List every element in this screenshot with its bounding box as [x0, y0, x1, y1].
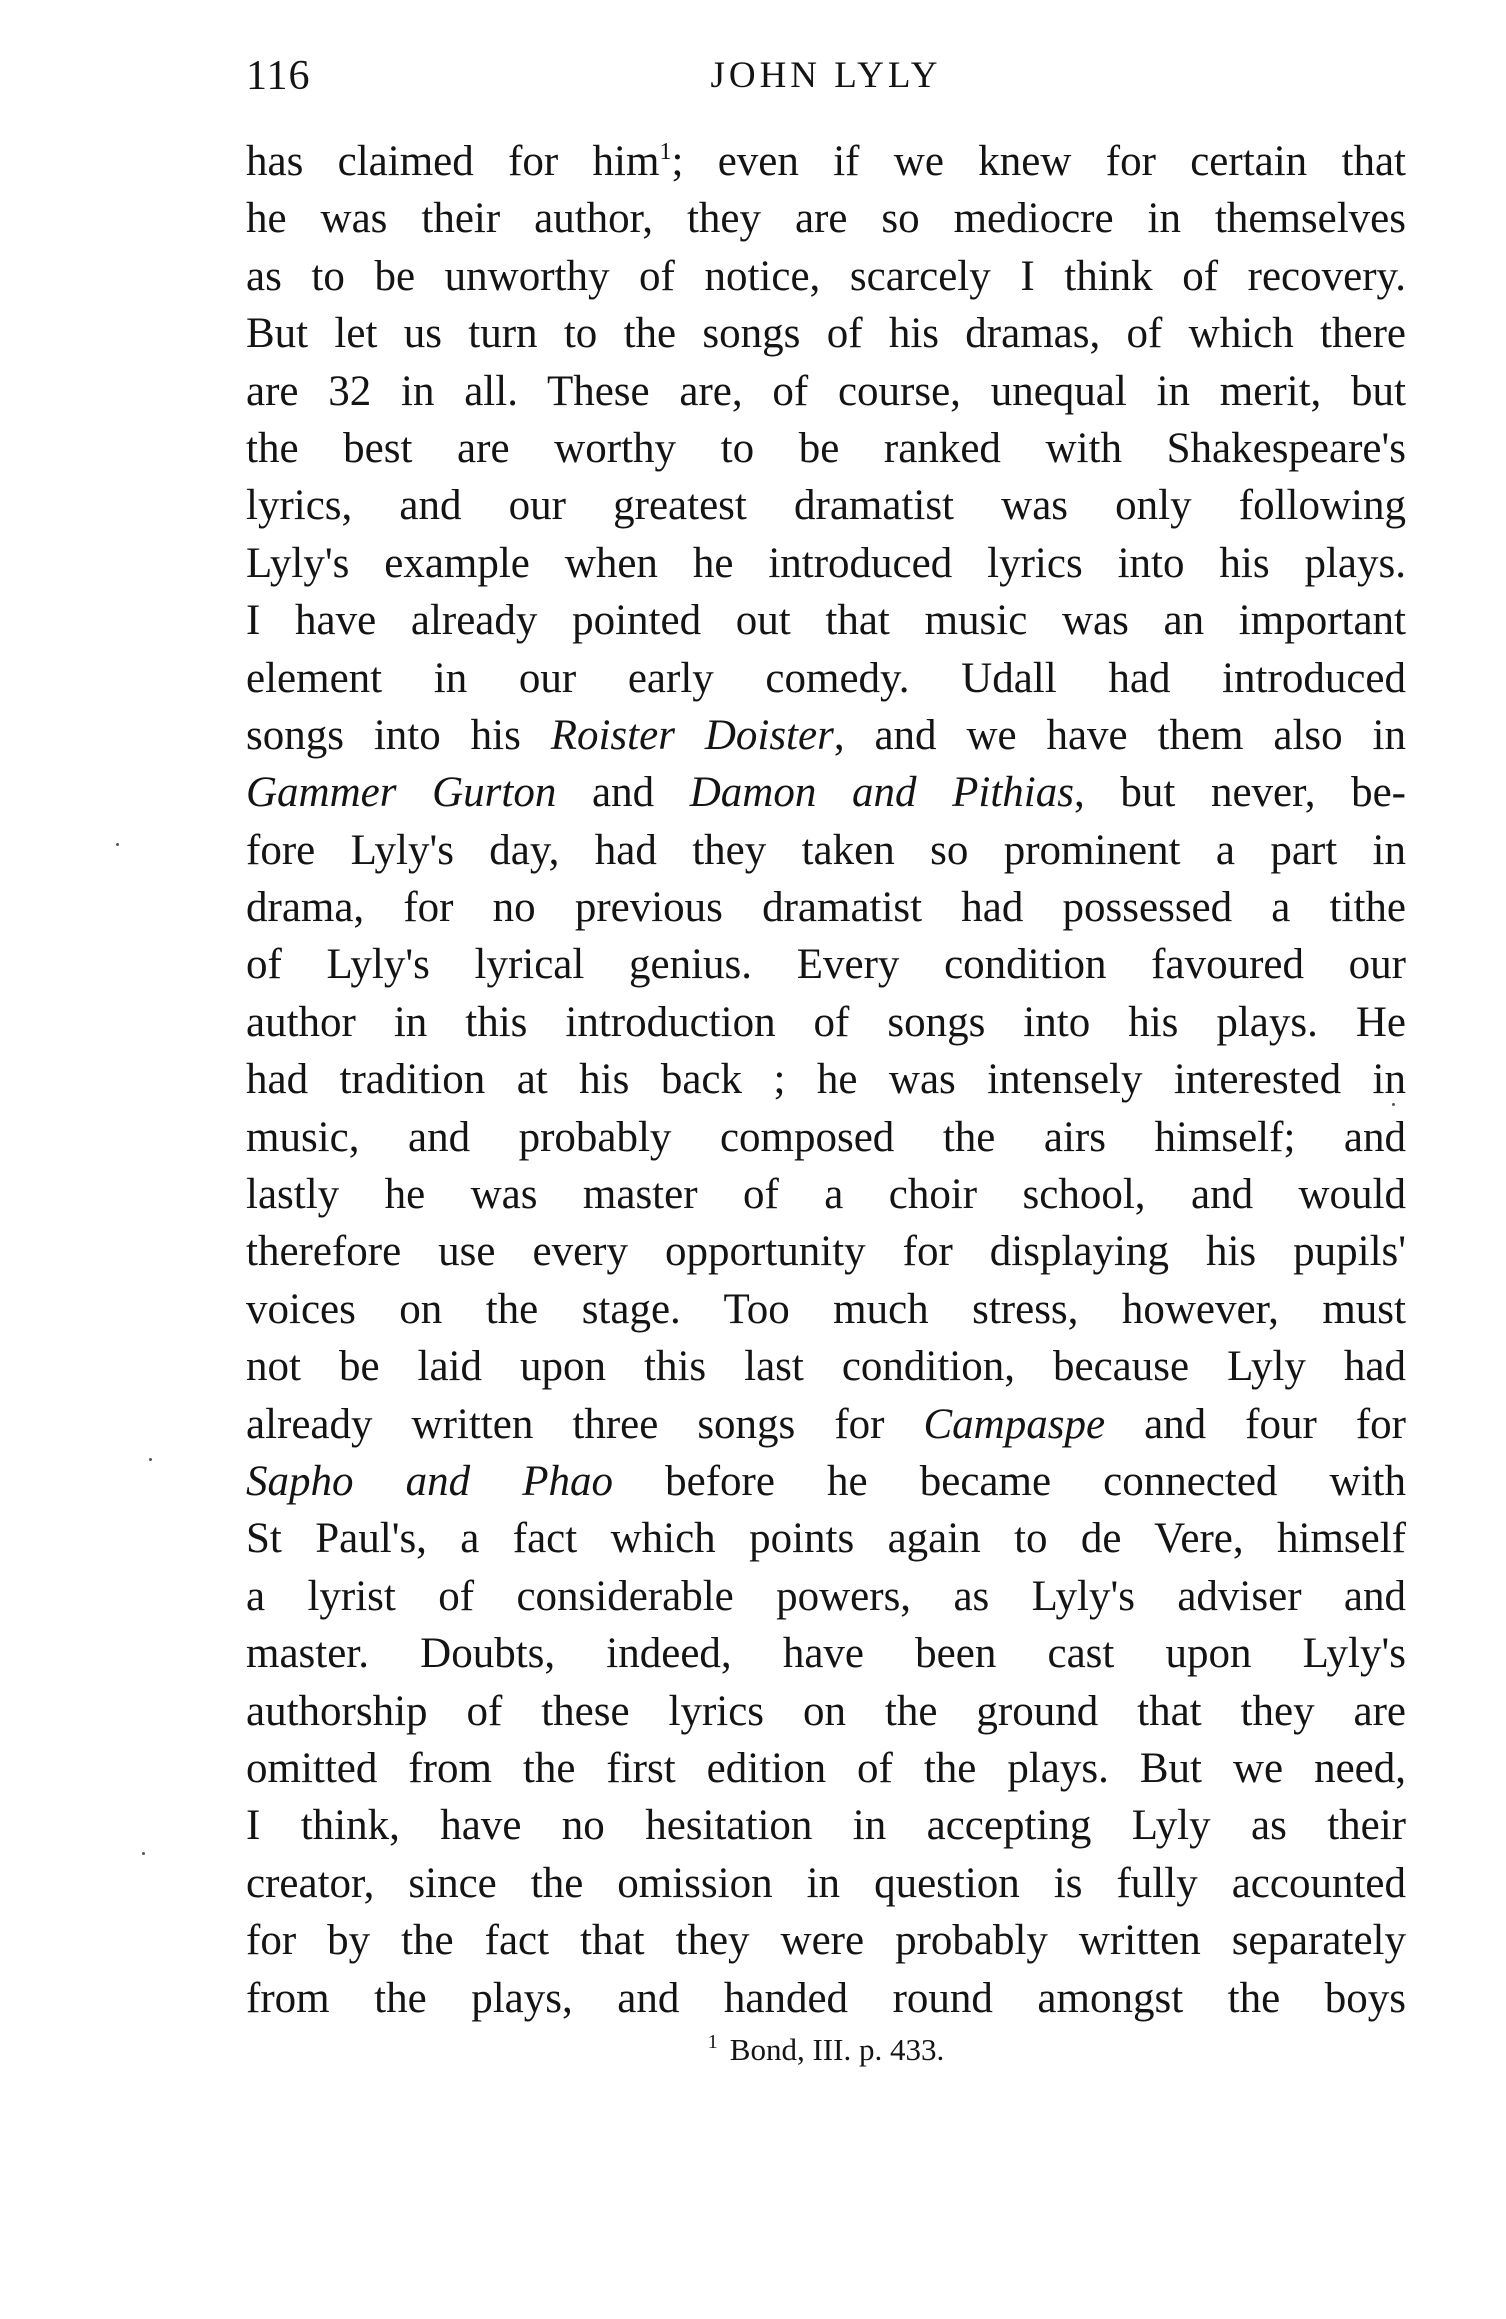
- text-line: fore Lyly's day, had they taken so prominent a part in: [246, 826, 1406, 874]
- work-title: Campaspe: [923, 1400, 1106, 1448]
- text-line: as to be unworthy of notice, scarcely I think of recovery.: [246, 252, 1406, 300]
- scan-speck: [142, 1852, 145, 1855]
- text-line: lastly he was master of a choir school, and would: [246, 1171, 1406, 1219]
- text-line: songs into his Roister Doister, and we have them also in: [246, 711, 1406, 759]
- text-line: a lyrist of considerable powers, as Lyly's adviser and: [246, 1572, 1406, 1620]
- running-head: JOHN LYLY: [710, 55, 942, 96]
- text-line: drama, for no previous dramatist had possessed a tithe: [246, 884, 1406, 932]
- work-title: Gammer Gurton: [246, 769, 557, 817]
- footnote-text: Bond, III. p. 433.: [729, 2032, 945, 2067]
- footnote: [246, 2030, 1406, 2070]
- text-line: the best are worthy to be ranked with Shakespeare's: [246, 424, 1406, 472]
- text-line: master. Doubts, indeed, have been cast upon Lyly's: [246, 1630, 1406, 1678]
- text-line: lyrics, and our greatest dramatist was only following: [246, 482, 1406, 530]
- page-header: [246, 52, 1406, 112]
- text-line: already written three songs for Campaspe and four for: [246, 1400, 1406, 1448]
- footnote-marker: 1: [707, 2031, 718, 2053]
- text-line: creator, since the omission in question is fully accounted: [246, 1859, 1406, 1907]
- text-line: of Lyly's lyrical genius. Every condition favoured our: [246, 941, 1406, 989]
- text-line: But let us turn to the songs of his dramas, of which there: [246, 310, 1406, 358]
- work-title: Roister Doister: [550, 711, 834, 759]
- text-line: I think, have no hesitation in accepting Lyly as their: [246, 1802, 1406, 1850]
- text-line: I have already pointed out that music was an important: [246, 597, 1406, 645]
- text-line: element in our early comedy. Udall had introduced: [246, 654, 1406, 702]
- text-line: for by the fact that they were probably written separately: [246, 1917, 1406, 1965]
- text-line: author in this introduction of songs into his plays. He: [246, 998, 1406, 1046]
- text-line: therefore use every opportunity for displaying his pupils': [246, 1228, 1406, 1276]
- text-line: omitted from the first edition of the plays. But we need,: [246, 1744, 1406, 1792]
- text-line: music, and probably composed the airs himself; and: [246, 1113, 1406, 1161]
- text-line: St Paul's, a fact which points again to de Vere, himself: [246, 1515, 1406, 1563]
- text-line: Gammer Gurton and Damon and Pithias, but never, be-: [246, 769, 1406, 817]
- work-title: Damon and Pithias: [689, 769, 1074, 817]
- scan-speck: [116, 843, 119, 846]
- footnote-ref[interactable]: 1: [659, 139, 672, 165]
- body-text: [246, 133, 1406, 2027]
- text-line: authorship of these lyrics on the ground that they are: [246, 1687, 1406, 1735]
- text-line: Lyly's example when he introduced lyrics into his plays.: [246, 539, 1406, 587]
- text-line: not be laid upon this last condition, because Lyly had: [246, 1343, 1406, 1391]
- work-title: Sapho and Phao: [246, 1457, 613, 1505]
- text-line: Sapho and Phao before he became connected with: [246, 1457, 1406, 1505]
- text-line: had tradition at his back ; he was intensely interested in: [246, 1056, 1406, 1104]
- scan-speck: [1392, 1103, 1395, 1106]
- text-line: from the plays, and handed round amongst the boys: [246, 1974, 1406, 2022]
- text-line: has claimed for him$^1$; even if we knew for certain that: [246, 138, 1406, 185]
- text-line: voices on the stage. Too much stress, however, must: [246, 1285, 1406, 1333]
- text-line: he was their author, they are so mediocre in themselves: [246, 195, 1406, 243]
- text-line: are 32 in all. These are, of course, unequal in merit, but: [246, 367, 1406, 415]
- scan-speck: [149, 1458, 152, 1461]
- page-number: 116: [246, 53, 311, 99]
